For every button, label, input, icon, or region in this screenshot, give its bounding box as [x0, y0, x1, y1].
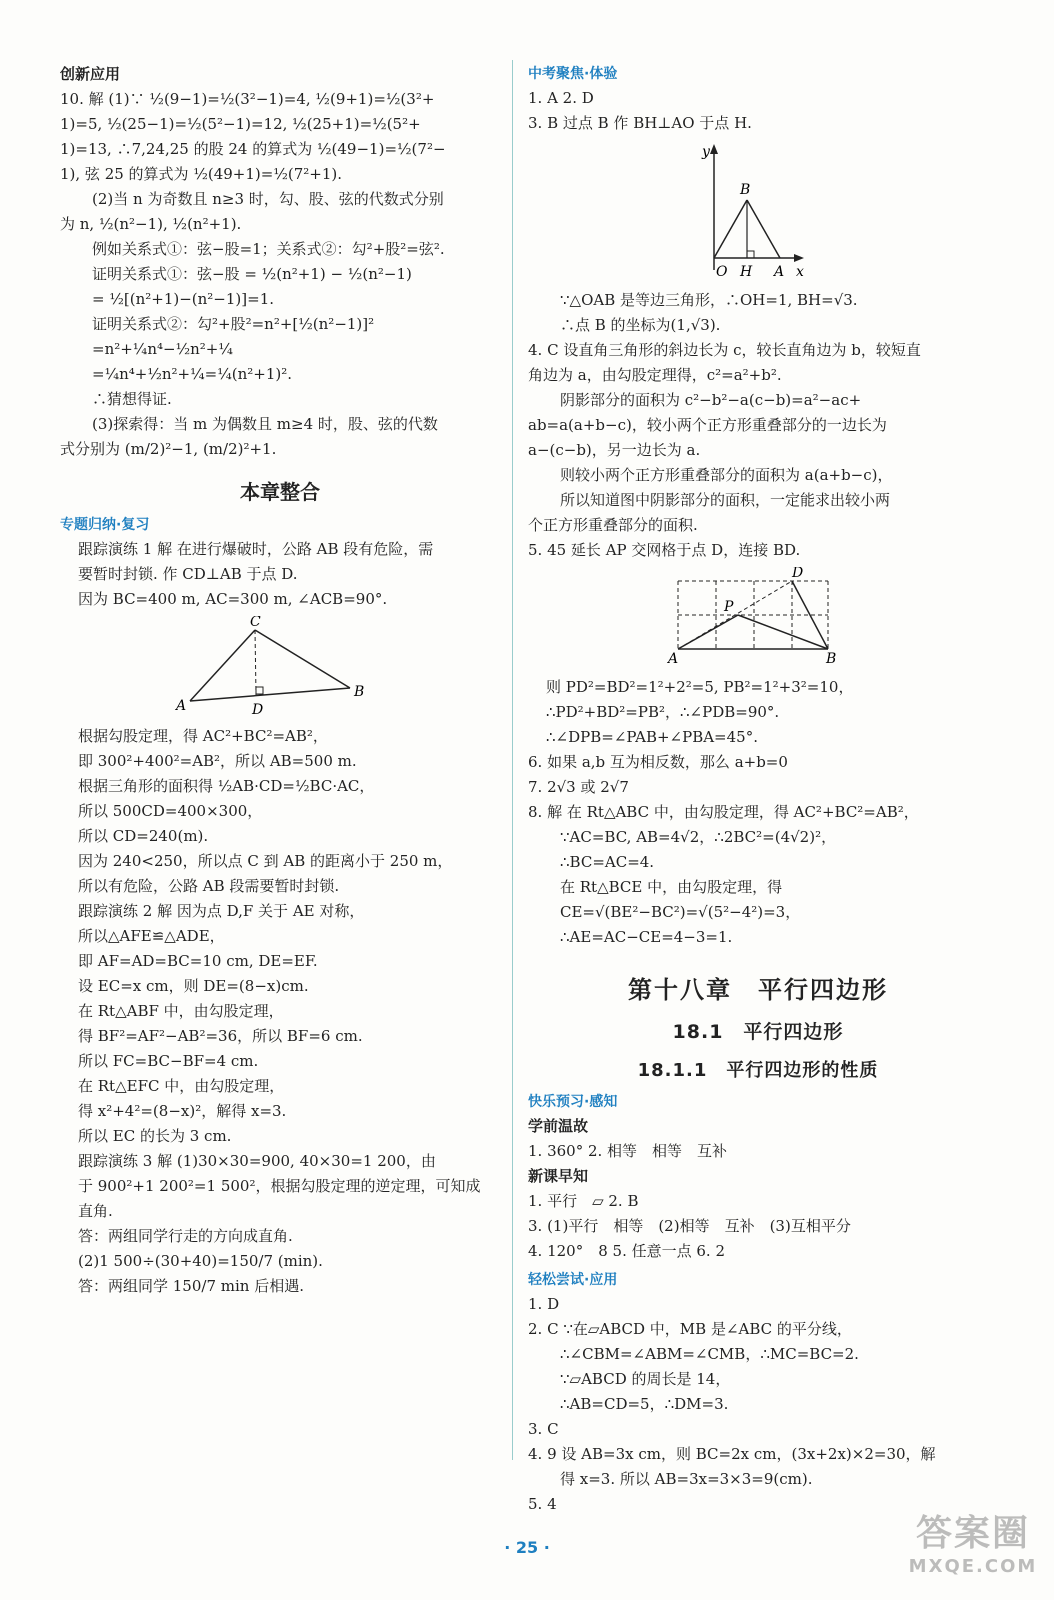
- text-line: 所以 CD=240(m).: [78, 827, 209, 845]
- text-line: 跟踪演练 3 解 (1)30×30=900, 40×30=1 200，由: [78, 1152, 436, 1170]
- chapter-review-title: 本章整合: [240, 480, 320, 504]
- page-number: · 25 ·: [504, 1538, 550, 1557]
- coordinate-figure: [528, 140, 988, 280]
- text-line: 5. 45 延长 AP 交网格于点 D，连接 BD.: [528, 541, 801, 559]
- text-line: (2)当 n 为奇数且 n≥3 时，勾、股、弦的代数式分别: [92, 190, 444, 208]
- watermark-text: 答案圈: [915, 1513, 1030, 1554]
- text-line: (3)探索得：当 m 为偶数且 m≥4 时，股、弦的代数: [92, 415, 438, 433]
- text-line: 即 300²+400²=AB²，所以 AB=500 m.: [78, 752, 357, 770]
- text-line: ∴猜想得证.: [92, 390, 172, 408]
- text-line: 所以 500CD=400×300，: [78, 802, 263, 820]
- text-line: 跟踪演练 2 解 因为点 D,F 关于 AE 对称，: [78, 902, 365, 920]
- right-column: [528, 62, 988, 1517]
- text-line: 根据勾股定理，得 AC²+BC²=AB²，: [78, 727, 328, 745]
- text-line: 4. 9 设 AB=3x cm，则 BC=2x cm，(3x+2x)×2=30，解: [528, 1445, 936, 1463]
- triangle-figure: [60, 616, 500, 716]
- fig-label-p: P: [724, 599, 734, 615]
- text-line: (2)1 500÷(30+40)=150/7 (min).: [78, 1252, 323, 1270]
- fig-label-b: B: [740, 182, 751, 198]
- text-line: ∵△OAB 是等边三角形，∴OH=1, BH=√3.: [560, 291, 858, 309]
- text-line: 证明关系式②：勾²+股²=n²+[½(n²−1)]²: [92, 315, 375, 333]
- text-line: a−(c−b)，另一边长为 a.: [528, 441, 701, 459]
- text-line: 为 n, ½(n²−1), ½(n²+1).: [60, 215, 242, 233]
- text-line: 则 PD²=BD²=1²+2²=5, PB²=1²+3²=10，: [546, 678, 854, 696]
- column-divider: [512, 60, 513, 1460]
- text-line: 4. 120° 8 5. 任意一点 6. 2: [528, 1242, 725, 1260]
- fig-label-b: B: [354, 684, 365, 700]
- text-line: 所以 FC=BC−BF=4 cm.: [78, 1052, 259, 1070]
- text-line: CE=√(BE²−BC²)=√(5²−4²)=3，: [560, 903, 801, 921]
- text-line: ∴BC=AC=4.: [560, 853, 655, 871]
- q10-block: [60, 87, 500, 462]
- fig-label-c: C: [250, 616, 261, 630]
- watermark-logo: [908, 1512, 1038, 1592]
- text-line: 得 x=3. 所以 AB=3x=3×3=9(cm).: [560, 1470, 813, 1488]
- subheading: 新课早知: [528, 1167, 589, 1185]
- text-line: 得 x²+4²=(8−x)²，解得 x=3.: [78, 1102, 287, 1120]
- text-line: 例如关系式①：弦−股=1；关系式②：勾²+股²=弦².: [92, 240, 445, 258]
- subheading: 学前温故: [528, 1117, 589, 1135]
- text-line: 证明关系式①：弦−股 = ½(n²+1) − ½(n²−1): [92, 265, 412, 283]
- exam-tag: 中考聚焦·体验: [528, 66, 618, 82]
- fig-label-b: B: [826, 651, 837, 667]
- text-line: ab=a(a+b−c)，较小两个正方形重叠部分的一边长为: [528, 416, 887, 434]
- chapter-title: 第十八章 平行四边形: [628, 976, 888, 1004]
- text-line: ∴PD²+BD²=PB²，∴∠PDB=90°.: [546, 703, 780, 721]
- text-line: ∴AE=AC−CE=4−3=1.: [560, 928, 733, 946]
- text-line: 于 900²+1 200²=1 500²，根据勾股定理的逆定理，可知成: [78, 1177, 481, 1195]
- text-line: 根据三角形的面积得 ½AB·CD=½BC·AC，: [78, 777, 375, 795]
- text-line: 个正方形重叠部分的面积.: [528, 516, 698, 534]
- text-line: 1), 弦 25 的算式为 ½(49+1)=½(7²+1).: [60, 165, 343, 183]
- text-line: 答：两组同学行走的方向成直角.: [78, 1227, 293, 1245]
- text-line: 7. 2√3 或 2√7: [528, 778, 629, 796]
- fig-label-d: D: [252, 702, 264, 716]
- text-line: 答：两组同学 150/7 min 后相遇.: [78, 1277, 304, 1295]
- text-line: 10. 解 (1)∵ ½(9−1)=½(3²−1)=4, ½(9+1)=½(3²+: [60, 90, 435, 108]
- fig-label-a: A: [668, 651, 679, 667]
- text-line: 3. B 过点 B 作 BH⊥AO 于点 H.: [528, 114, 752, 132]
- preview-tag: 快乐预习·感知: [528, 1094, 618, 1110]
- text-line: ∴点 B 的坐标为(1,√3).: [560, 316, 721, 334]
- text-line: 6. 如果 a,b 互为相反数，那么 a+b=0: [528, 753, 788, 771]
- section-title: 18.1 平行四边形: [672, 1021, 844, 1043]
- left-column: [60, 62, 500, 1299]
- text-line: 则较小两个正方形重叠部分的面积为 a(a+b−c)，: [560, 466, 893, 484]
- text-line: =¼n⁴+½n²+¼=¼(n²+1)².: [92, 365, 293, 383]
- text-line: 2. C ∵在▱ABCD 中，MB 是∠ABC 的平分线，: [528, 1320, 852, 1338]
- text-line: 所以△AFE≌△ADE，: [78, 927, 225, 945]
- text-line: 式分别为 (m/2)²−1, (m/2)²+1.: [60, 440, 277, 458]
- text-line: 跟踪演练 1 解 在进行爆破时，公路 AB 段有危险，需: [78, 540, 434, 558]
- text-line: 所以知道图中阴影部分的面积，一定能求出较小两: [560, 491, 891, 509]
- text-line: 8. 解 在 Rt△ABC 中，由勾股定理，得 AC²+BC²=AB²，: [528, 803, 919, 821]
- text-line: 3. C: [528, 1420, 559, 1438]
- text-line: 1. 360° 2. 相等 相等 互补: [528, 1142, 728, 1160]
- text-line: 因为 BC=400 m, AC=300 m, ∠ACB=90°.: [78, 590, 388, 608]
- text-line: 设 EC=x cm，则 DE=(8−x)cm.: [78, 977, 309, 995]
- text-line: 5. 4: [528, 1495, 557, 1513]
- fig-label-o: O: [716, 264, 728, 280]
- text-line: = ½[(n²+1)−(n²−1)]=1.: [92, 290, 275, 308]
- fig-label-h: H: [740, 264, 753, 280]
- text-line: ∵AC=BC, AB=4√2，∴2BC²=(4√2)²，: [560, 828, 837, 846]
- text-line: ∴AB=CD=5，∴DM=3.: [560, 1395, 729, 1413]
- text-line: 3. (1)平行 相等 (2)相等 互补 (3)互相平分: [528, 1217, 851, 1235]
- watermark-url: MXQE.COM: [908, 1556, 1038, 1577]
- text-line: 1. A 2. D: [528, 89, 594, 107]
- fig-label-d: D: [792, 567, 804, 581]
- text-line: 要暂时封锁. 作 CD⊥AB 于点 D.: [78, 565, 298, 583]
- text-line: 即 AF=AD=BC=10 cm, DE=EF.: [78, 952, 318, 970]
- text-line: ∴∠CBM=∠ABM=∠CMB，∴MC=BC=2.: [560, 1345, 859, 1363]
- text-line: 得 BF²=AF²−AB²=36，所以 BF=6 cm.: [78, 1027, 363, 1045]
- grid-figure: [528, 567, 988, 667]
- text-line: 4. C 设直角三角形的斜边长为 c，较长直角边为 b，较短直: [528, 341, 921, 359]
- text-line: 角边为 a，由勾股定理得，c²=a²+b².: [528, 366, 782, 384]
- fig-label-a: A: [176, 698, 187, 714]
- text-line: 1)=13, ∴7,24,25 的股 24 的算式为 ½(49−1)=½(7²−: [60, 140, 446, 158]
- text-line: ∵▱ABCD 的周长是 14，: [560, 1370, 731, 1388]
- section-heading: 创新应用: [60, 65, 121, 83]
- text-line: 阴影部分的面积为 c²−b²−a(c−b)=a²−ac+: [560, 391, 862, 409]
- practice-tag: 轻松尝试·应用: [528, 1272, 618, 1288]
- subsection-title: 18.1.1 平行四边形的性质: [637, 1060, 879, 1081]
- text-line: =n²+¼n⁴−½n²+¼: [92, 340, 233, 358]
- fig-label-a: A: [774, 264, 785, 280]
- text-line: 在 Rt△EFC 中，由勾股定理，: [78, 1077, 285, 1095]
- text-line: 1. D: [528, 1295, 560, 1313]
- text-line: 1)=5, ½(25−1)=½(5²−1)=12, ½(25+1)=½(5²+: [60, 115, 421, 133]
- text-line: 在 Rt△BCE 中，由勾股定理，得: [560, 878, 783, 896]
- text-line: 直角.: [78, 1202, 113, 1220]
- review-tag: 专题归纳·复习: [60, 517, 150, 533]
- text-line: 在 Rt△ABF 中，由勾股定理，: [78, 1002, 284, 1020]
- text-line: 1. 平行 ▱ 2. B: [528, 1192, 639, 1210]
- text-line: 所以有危险，公路 AB 段需要暂时封锁.: [78, 877, 340, 895]
- fig-label-y: y: [702, 144, 710, 160]
- text-line: ∴∠DPB=∠PAB+∠PBA=45°.: [546, 728, 758, 746]
- text-line: 所以 EC 的长为 3 cm.: [78, 1127, 232, 1145]
- text-line: 因为 240<250，所以点 C 到 AB 的距离小于 250 m，: [78, 852, 453, 870]
- fig-label-x: x: [796, 264, 804, 280]
